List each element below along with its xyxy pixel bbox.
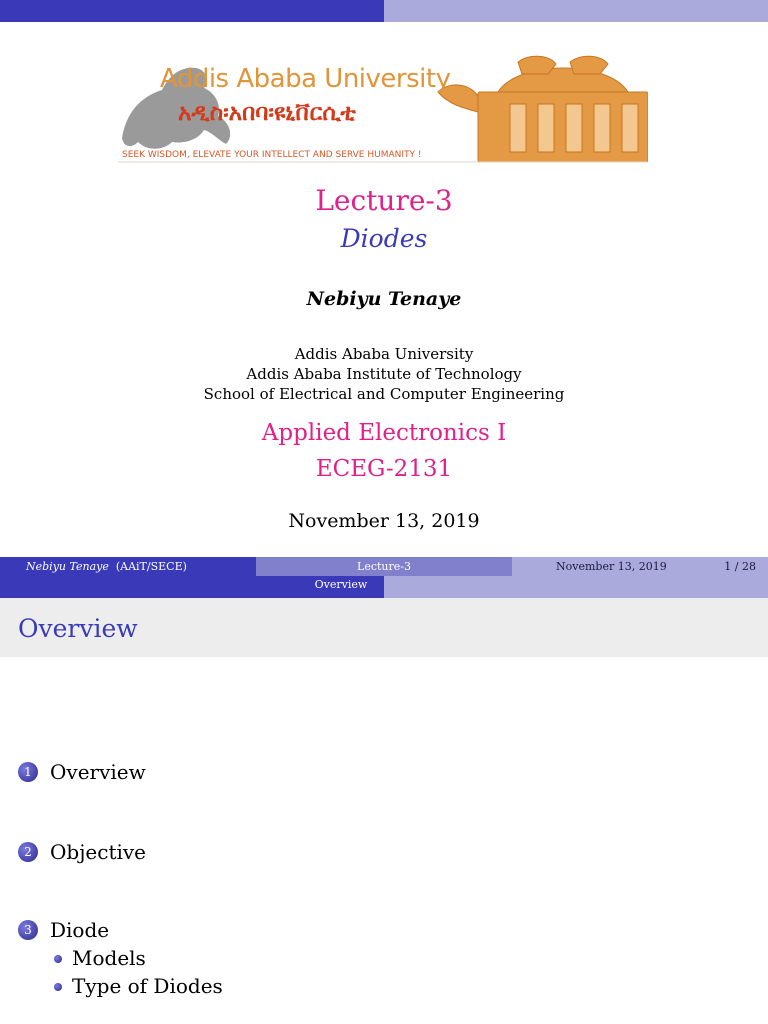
institution-line: Addis Ababa University (294, 345, 474, 363)
slide2-header-bar-right (384, 576, 768, 598)
lecture-date: November 13, 2019 (288, 510, 480, 532)
toc-number-badge: 3 (18, 920, 38, 940)
bullet-icon (54, 955, 62, 963)
header-bar-left (0, 0, 384, 22)
course-code: ECEG-2131 (315, 456, 453, 482)
institution-line: Addis Ababa Institute of Technology (246, 365, 522, 383)
author-name: Nebiyu Tenaye (306, 288, 462, 310)
toc-number-badge: 2 (18, 842, 38, 862)
slide-title: Overview (18, 614, 138, 643)
palace-icon (438, 56, 648, 162)
footer-date: November 13, 2019 (556, 560, 667, 573)
section-nav-label[interactable]: Overview (314, 578, 368, 591)
footer-page-number: 1 / 28 (724, 560, 756, 573)
toc-subitem-models[interactable]: Models (72, 946, 146, 970)
footer-author: Nebiyu Tenaye (26, 560, 109, 573)
institution-line: School of Electrical and Computer Engineering (203, 385, 565, 403)
footer-affiliation: (AAiT/SECE) (115, 560, 187, 573)
toc-item-objective[interactable]: Objective (50, 840, 147, 864)
toc-item-diode[interactable]: Diode (50, 918, 110, 942)
header-bar-right (384, 0, 768, 22)
footer-date-section (512, 557, 768, 576)
logo-motto: SEEK WISDOM, ELEVATE YOUR INTELLECT AND SERVE HUMANITY ! (122, 150, 422, 160)
lecture-subtitle: Diodes (340, 224, 428, 253)
toc-item-overview[interactable]: Overview (50, 760, 146, 784)
lecture-title: Lecture-3 (315, 184, 453, 217)
footer-author-section (0, 557, 256, 576)
course-name: Applied Electronics I (261, 420, 507, 446)
toc-number-badge: 1 (18, 762, 38, 782)
footer-title-section (256, 557, 512, 576)
footer-title: Lecture-3 (357, 560, 411, 573)
logo-amharic-name: አዲስ፡አበባ፡ዩኒቨርሲቲ (178, 100, 356, 126)
bullet-icon (54, 983, 62, 991)
toc-subitem-type-of-diodes[interactable]: Type of Diodes (72, 974, 223, 998)
logo-name: Addis Ababa University (160, 64, 451, 94)
